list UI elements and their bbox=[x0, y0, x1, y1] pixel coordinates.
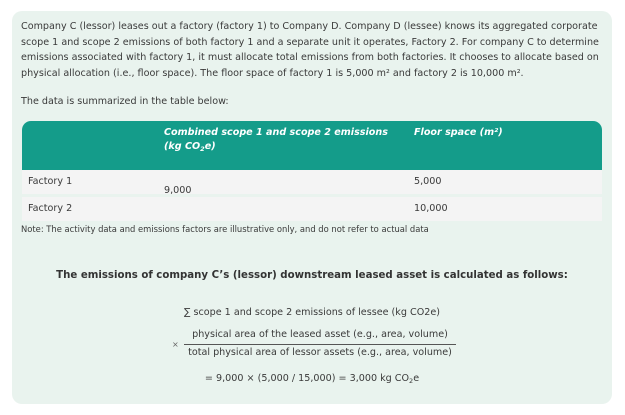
fraction-denominator: total physical area of lessor assets (e.g., area, volume) bbox=[188, 347, 452, 358]
case-study-panel bbox=[12, 11, 612, 404]
calculation-result bbox=[12, 373, 612, 385]
table-header bbox=[22, 121, 602, 170]
table-intro-text: The data is summarized in the table below: bbox=[21, 96, 229, 107]
result-suffix: e bbox=[413, 373, 420, 384]
table-note: Note: The activity data and emissions factors are illustrative only, and do not refer to actual data bbox=[21, 224, 429, 234]
row-name: Factory 1 bbox=[28, 176, 73, 187]
result-sub: 2 bbox=[409, 377, 414, 385]
header-emissions-unit-suffix: e) bbox=[204, 141, 216, 152]
row-floor-space: 5,000 bbox=[414, 176, 442, 187]
calculation-title: The emissions of company C’s (lessor) downstream leased asset is calculated as follows: bbox=[56, 270, 568, 281]
combined-emissions-value: 9,000 bbox=[164, 185, 192, 196]
header-emissions-unit-sub: 2 bbox=[200, 145, 205, 153]
row-floor-space: 10,000 bbox=[414, 203, 448, 214]
fraction-bar bbox=[184, 344, 456, 345]
table-row bbox=[22, 197, 602, 221]
multiply-symbol: × bbox=[172, 340, 179, 349]
header-emissions-unit-prefix: (kg CO bbox=[164, 141, 201, 152]
header-floor-space: Floor space (m²) bbox=[414, 127, 503, 138]
intro-paragraph: Company C (lessor) leases out a factory (factory 1) to Company D. Company D (lessee) knows its aggregated corporate scope 1 and scope 2 emissions of both factory 1 and a separate unit it operates, Factory 2. For company C to determine emissions associated with factory 1, it must allocate total emissions from both factories. It chooses to allocate based on physical allocation (i.e., floor space). The floor space of factory 1 is 5,000 m² and factory 2 is 10,000 m². bbox=[21, 21, 599, 79]
header-emissions-label: Combined scope 1 and scope 2 emissions bbox=[164, 127, 388, 138]
result-prefix: = 9,000 × (5,000 / 15,000) = 3,000 kg CO bbox=[204, 373, 410, 384]
header-combined-emissions bbox=[164, 126, 404, 156]
fraction-numerator: physical area of the leased asset (e.g., area, volume) bbox=[192, 329, 448, 340]
row-name: Factory 2 bbox=[28, 203, 73, 214]
calculation-sum-line: ∑ scope 1 and scope 2 emissions of lessee (kg CO2e) bbox=[183, 307, 440, 318]
table-row bbox=[22, 170, 602, 194]
